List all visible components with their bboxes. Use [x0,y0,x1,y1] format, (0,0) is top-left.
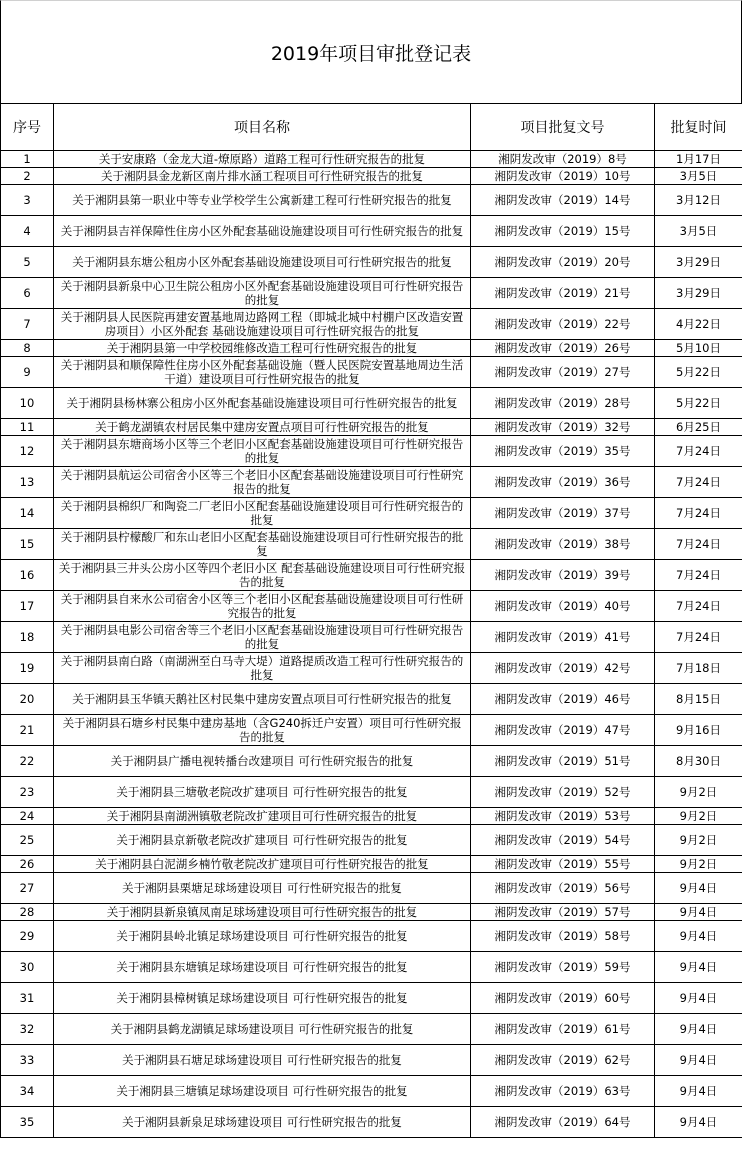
cell-no: 10 [1,388,54,419]
cell-no: 27 [1,873,54,904]
cell-date: 7月24日 [655,498,742,529]
cell-doc: 湘阴发改审（2019）47号 [471,715,655,746]
cell-name: 关于湘阴县三塘镇足球场建设项目 可行性研究报告的批复 [54,1076,471,1107]
cell-no: 5 [1,247,54,278]
cell-no: 28 [1,904,54,921]
cell-doc: 湘阴发改审（2019）14号 [471,185,655,216]
table-row [1,825,742,856]
cell-name: 关于湘阴县新泉中心卫生院公租房小区外配套基础设施建设项目可行性研究报告的批复 [54,278,471,309]
cell-doc: 湘阴发改审（2019）32号 [471,419,655,436]
cell-name: 关于湘阴县南湖洲镇敬老院改扩建项目可行性研究报告的批复 [54,808,471,825]
table-row [1,653,742,684]
cell-name: 关于湘阴县和顺保障性住房小区外配套基础设施（暨人民医院安置基地周边生活干道）建设项目可行性研究报告的批复 [54,357,471,388]
cell-name: 关于湘阴县航运公司宿舍小区等三个老旧小区配套基础设施建设项目可行性研究报告的批复 [54,467,471,498]
cell-doc: 湘阴发改审（2019）60号 [471,983,655,1014]
cell-no: 17 [1,591,54,622]
cell-doc: 湘阴发改审（2019）35号 [471,436,655,467]
cell-no: 29 [1,921,54,952]
cell-date: 9月4日 [655,921,742,952]
cell-date: 9月2日 [655,856,742,873]
cell-no: 21 [1,715,54,746]
table-row [1,1014,742,1045]
header-row [1,104,742,151]
cell-date: 7月24日 [655,467,742,498]
cell-date: 7月24日 [655,436,742,467]
cell-name: 关于湘阴县柠檬酸厂和东山老旧小区配套基础设施建设项目可行性研究报告的批复 [54,529,471,560]
cell-no: 4 [1,216,54,247]
cell-doc: 湘阴发改审（2019）8号 [471,151,655,168]
cell-doc: 湘阴发改审（2019）27号 [471,357,655,388]
table-row [1,498,742,529]
table-row [1,151,742,168]
table-row [1,340,742,357]
cell-doc: 湘阴发改审（2019）56号 [471,873,655,904]
cell-no: 12 [1,436,54,467]
cell-doc: 湘阴发改审（2019）61号 [471,1014,655,1045]
cell-no: 20 [1,684,54,715]
cell-doc: 湘阴发改审（2019）53号 [471,808,655,825]
cell-name: 关于湘阴县东塘商场小区等三个老旧小区配套基础设施建设项目可行性研究报告的批复 [54,436,471,467]
cell-doc: 湘阴发改审（2019）41号 [471,622,655,653]
cell-no: 23 [1,777,54,808]
cell-date: 9月2日 [655,777,742,808]
cell-name: 关于安康路（金龙大道-燎原路）道路工程可行性研究报告的批复 [54,151,471,168]
cell-date: 7月18日 [655,653,742,684]
cell-date: 3月29日 [655,247,742,278]
cell-doc: 湘阴发改审（2019）37号 [471,498,655,529]
cell-date: 9月4日 [655,1014,742,1045]
cell-doc: 湘阴发改审（2019）15号 [471,216,655,247]
cell-date: 7月24日 [655,529,742,560]
table-row [1,746,742,777]
cell-date: 8月15日 [655,684,742,715]
cell-no: 31 [1,983,54,1014]
header-doc: 项目批复文号 [471,104,655,151]
table-row [1,309,742,340]
cell-name: 关于湘阴县第一职业中等专业学校学生公寓新建工程可行性研究报告的批复 [54,185,471,216]
cell-doc: 湘阴发改审（2019）46号 [471,684,655,715]
cell-date: 5月10日 [655,340,742,357]
cell-no: 16 [1,560,54,591]
cell-name: 关于湘阴县玉华镇天鹅社区村民集中建房安置点项目可行性研究报告的批复 [54,684,471,715]
cell-date: 7月24日 [655,560,742,591]
cell-doc: 湘阴发改审（2019）63号 [471,1076,655,1107]
cell-name: 关于湘阴县三塘敬老院改扩建项目 可行性研究报告的批复 [54,777,471,808]
cell-doc: 湘阴发改审（2019）54号 [471,825,655,856]
cell-name: 关于湘阴县樟树镇足球场建设项目 可行性研究报告的批复 [54,983,471,1014]
cell-date: 3月5日 [655,168,742,185]
cell-name: 关于湘阴县金龙新区南片排水涵工程项目可行性研究报告的批复 [54,168,471,185]
cell-date: 9月16日 [655,715,742,746]
cell-doc: 湘阴发改审（2019）38号 [471,529,655,560]
cell-no: 13 [1,467,54,498]
cell-name: 关于湘阴县自来水公司宿舍小区等三个老旧小区配套基础设施建设项目可行性研究报告的批复 [54,591,471,622]
cell-doc: 湘阴发改审（2019）22号 [471,309,655,340]
cell-doc: 湘阴发改审（2019）21号 [471,278,655,309]
cell-name: 关于湘阴县京新敬老院改扩建项目 可行性研究报告的批复 [54,825,471,856]
cell-date: 9月2日 [655,808,742,825]
cell-name: 关于湘阴县东塘公租房小区外配套基础设施建设项目可行性研究报告的批复 [54,247,471,278]
cell-name: 关于湘阴县三井头公房小区等四个老旧小区 配套基础设施建设项目可行性研究报告的批复 [54,560,471,591]
table-row [1,1076,742,1107]
table-row [1,436,742,467]
cell-name: 关于湘阴县电影公司宿舍等三个老旧小区配套基础设施建设项目可行性研究报告的批复 [54,622,471,653]
cell-name: 关于湘阴县南白路（南湖洲至白马寺大堤）道路提质改造工程可行性研究报告的批复 [54,653,471,684]
cell-no: 14 [1,498,54,529]
cell-no: 24 [1,808,54,825]
cell-name: 关于湘阴县东塘镇足球场建设项目 可行性研究报告的批复 [54,952,471,983]
cell-date: 9月4日 [655,904,742,921]
cell-doc: 湘阴发改审（2019）55号 [471,856,655,873]
cell-doc: 湘阴发改审（2019）52号 [471,777,655,808]
cell-no: 15 [1,529,54,560]
cell-doc: 湘阴发改审（2019）57号 [471,904,655,921]
cell-no: 19 [1,653,54,684]
cell-doc: 湘阴发改审（2019）62号 [471,1045,655,1076]
cell-no: 7 [1,309,54,340]
table-row [1,357,742,388]
cell-doc: 湘阴发改审（2019）58号 [471,921,655,952]
table-row [1,856,742,873]
cell-name: 关于湘阴县栗塘足球场建设项目 可行性研究报告的批复 [54,873,471,904]
cell-date: 7月24日 [655,591,742,622]
table-row [1,715,742,746]
cell-name: 关于湘阴县石塘足球场建设项目 可行性研究报告的批复 [54,1045,471,1076]
cell-date: 5月22日 [655,357,742,388]
cell-doc: 湘阴发改审（2019）59号 [471,952,655,983]
cell-no: 25 [1,825,54,856]
cell-name: 关于湘阴县第一中学校园维修改造工程可行性研究报告的批复 [54,340,471,357]
header-name: 项目名称 [54,104,471,151]
table-row [1,983,742,1014]
cell-no: 1 [1,151,54,168]
table-row [1,560,742,591]
cell-doc: 湘阴发改审（2019）36号 [471,467,655,498]
cell-doc: 湘阴发改审（2019）28号 [471,388,655,419]
cell-no: 32 [1,1014,54,1045]
cell-date: 9月4日 [655,1076,742,1107]
cell-name: 关于湘阴县新泉足球场建设项目 可行性研究报告的批复 [54,1107,471,1138]
cell-date: 9月4日 [655,1045,742,1076]
table-row [1,168,742,185]
table-row [1,278,742,309]
table-row [1,247,742,278]
cell-no: 11 [1,419,54,436]
cell-name: 关于湘阴县白泥湖乡楠竹敬老院改扩建项目可行性研究报告的批复 [54,856,471,873]
cell-doc: 湘阴发改审（2019）26号 [471,340,655,357]
cell-date: 1月17日 [655,151,742,168]
table-row [1,1107,742,1138]
cell-doc: 湘阴发改审（2019）42号 [471,653,655,684]
cell-name: 关于湘阴县人民医院再建安置基地周边路网工程（即城北城中村棚户区改造安置房项目）小区外配套 基础设施建设项目可行性研究报告的批复 [54,309,471,340]
cell-date: 3月12日 [655,185,742,216]
cell-doc: 湘阴发改审（2019）64号 [471,1107,655,1138]
cell-name: 关于湘阴县岭北镇足球场建设项目 可行性研究报告的批复 [54,921,471,952]
table-row [1,952,742,983]
cell-date: 9月4日 [655,1107,742,1138]
cell-no: 9 [1,357,54,388]
cell-no: 8 [1,340,54,357]
cell-name: 关于湘阴县新泉镇凤南足球场建设项目可行性研究报告的批复 [54,904,471,921]
cell-doc: 湘阴发改审（2019）40号 [471,591,655,622]
cell-no: 3 [1,185,54,216]
cell-no: 18 [1,622,54,653]
cell-name: 关于湘阴县鹤龙湖镇足球场建设项目 可行性研究报告的批复 [54,1014,471,1045]
cell-doc: 湘阴发改审（2019）10号 [471,168,655,185]
cell-no: 33 [1,1045,54,1076]
table-row [1,591,742,622]
cell-no: 6 [1,278,54,309]
cell-no: 30 [1,952,54,983]
cell-date: 6月25日 [655,419,742,436]
cell-name: 关于湘阴县棉织厂和陶瓷二厂老旧小区配套基础设施建设项目可行性研究报告的批复 [54,498,471,529]
cell-no: 26 [1,856,54,873]
header-no: 序号 [1,104,54,151]
table-row [1,904,742,921]
cell-name: 关于湘阴县吉祥保障性住房小区外配套基础设施建设项目可行性研究报告的批复 [54,216,471,247]
table-row [1,467,742,498]
cell-doc: 湘阴发改审（2019）20号 [471,247,655,278]
table-row [1,622,742,653]
cell-doc: 湘阴发改审（2019）51号 [471,746,655,777]
cell-name: 关于湘阴县石塘乡村民集中建房基地（含G240拆迁户安置）项目可行性研究报告的批复 [54,715,471,746]
cell-name: 关于鹤龙湖镇农村居民集中建房安置点项目可行性研究报告的批复 [54,419,471,436]
cell-doc: 湘阴发改审（2019）39号 [471,560,655,591]
table-row [1,1045,742,1076]
cell-date: 3月5日 [655,216,742,247]
cell-date: 9月2日 [655,825,742,856]
cell-name: 关于湘阴县广播电视转播台改建项目 可行性研究报告的批复 [54,746,471,777]
table-row [1,529,742,560]
cell-date: 9月4日 [655,873,742,904]
table-row [1,216,742,247]
approval-table [0,103,742,1138]
cell-no: 2 [1,168,54,185]
cell-no: 34 [1,1076,54,1107]
table-row [1,808,742,825]
table-row [1,185,742,216]
table-row [1,388,742,419]
table-row [1,873,742,904]
cell-name: 关于湘阴县杨林寨公租房小区外配套基础设施建设项目可行性研究报告的批复 [54,388,471,419]
cell-date: 4月22日 [655,309,742,340]
cell-date: 3月29日 [655,278,742,309]
cell-date: 8月30日 [655,746,742,777]
header-date: 批复时间 [655,104,742,151]
table-row [1,921,742,952]
cell-no: 35 [1,1107,54,1138]
table-body [1,151,742,1138]
page-title: 2019年项目审批登记表 [0,0,742,103]
cell-date: 9月4日 [655,983,742,1014]
cell-date: 9月4日 [655,952,742,983]
cell-date: 5月22日 [655,388,742,419]
cell-no: 22 [1,746,54,777]
cell-date: 7月24日 [655,622,742,653]
table-row [1,684,742,715]
table-row [1,777,742,808]
table-row [1,419,742,436]
